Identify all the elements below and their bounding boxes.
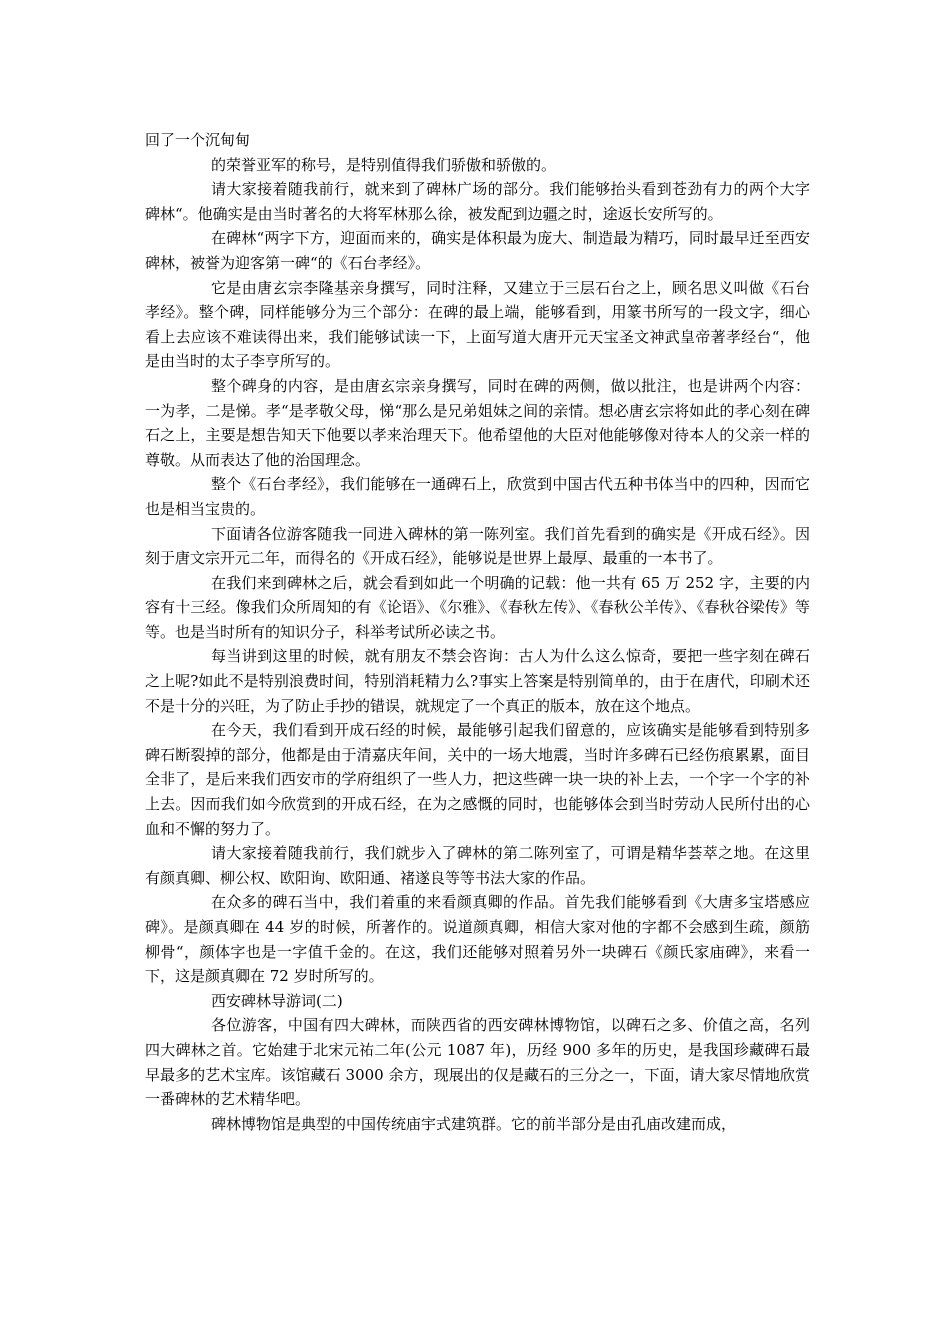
paragraph-11: 在今天，我们看到开成石经的时候，最能够引起我们留意的，应该确实是能够看到特别多碑石断裂掉的部分，他都是由于清嘉庆年间，关中的一场大地震，当时许多碑石已经伤痕累累，面目全非了，是后来我们西安市的学府组织了一些人力，把这些碑一块一块的补上去，一个字一个字的补上去。因而我们如今欣赏到的开成石经，在为之感慨的同时，也能够体会到当时劳动人民所付出的心血和不懈的努力了。: [145, 721, 810, 838]
paragraph-9: 在我们来到碑林之后，就会看到如此一个明确的记载：他一共有 65 万 252 字，主要的内容有十三经。像我们众所周知的有《论语》、《尔雅》、《春秋左传》、《春秋公羊传》、《春秋谷梁传》等等。也是当时所有的知识分子，科举考试所必读之书。: [145, 573, 810, 641]
document-page: [145, 128, 810, 1136]
paragraph-7: 整个《石台孝经》，我们能够在一通碑石上，欣赏到中国古代五种书体当中的四种，因而它也是相当宝贵的。: [145, 475, 810, 518]
paragraph-6: 整个碑身的内容，是由唐玄宗亲身撰写，同时在碑的两侧，做以批注，也是讲两个内容：一为孝，二是悌。孝“是孝敬父母，悌“那么是兄弟姐妹之间的亲情。想必唐玄宗将如此的孝心刻在碑石之上，主要是想告知天下他要以孝来治理天下。他希望他的大臣对他能够像对待本人的父亲一样的尊敬。从而表达了他的治国理念。: [145, 376, 810, 469]
paragraph-3: 请大家接着随我前行，就来到了碑林广场的部分。我们能够抬头看到苍劲有力的两个大字碑林“。他确实是由当时著名的大将军林那么徐，被发配到边疆之时，途返长安所写的。: [145, 180, 810, 223]
paragraph-10: 每当讲到这里的时候，就有朋友不禁会咨询：古人为什么这么惊奇，要把一些字刻在碑石之上呢?如此不是特别浪费时间，特别消耗精力么?事实上答案是特别简单的，由于在唐代，印刷术还不是十分的兴旺，为了防止手抄的错误，就规定了一个真正的版本，放在这个地点。: [145, 647, 810, 715]
paragraph-1: 回了一个沉甸甸: [145, 131, 251, 149]
paragraph-2: 的荣誉亚军的称号，是特别值得我们骄傲和骄傲的。: [211, 155, 557, 174]
paragraph-8: 下面请各位游客随我一同进入碑林的第一陈列室。我们首先看到的确实是《开成石经》。因刻于唐文宗开元二年，而得名的《开成石经》，能够说是世界上最厚、最重的一本书了。: [145, 524, 810, 568]
paragraph-13: 在众多的碑石当中，我们着重的来看颜真卿的作品。首先我们能够看到《大唐多宝塔感应碑》。是颜真卿在 44 岁的时候，所著作的。说道颜真卿，相信大家对他的字都不会感到生疏，颜筋柳骨“，颜体字也是一字值千金的。在这，我们还能够对照着另外一块碑石《颜氏家庙碑》，来看一下，这是颜真卿在 72 岁时所写的。: [145, 893, 810, 986]
paragraph-15: 各位游客，中国有四大碑林，而陕西省的西安碑林博物馆，以碑石之多、价值之高，名列四大碑林之首。它始建于北宋元祐二年(公元 1087 年)，历经 900 多年的历史，是我国珍藏碑石最早最多的艺术宝库。该馆藏石 3000 余方，现展出的仅是藏石的三分之一，下面，请大家尽情地欣赏一番碑林的艺术精华吧。: [145, 1016, 810, 1109]
paragraph-16: 碑林博物馆是典型的中国传统庙宇式建筑群。它的前半部分是由孔庙改建而成，: [211, 1114, 737, 1133]
section-heading: 西安碑林导游词(二): [211, 991, 343, 1010]
paragraph-4: 在碑林“两字下方，迎面而来的，确实是体积最为庞大、制造最为精巧，同时最早迁至西安碑林，被誉为迎客第一碑“的《石台孝经》。: [145, 229, 810, 272]
paragraph-12: 请大家接着随我前行，我们就步入了碑林的第二陈列室了，可谓是精华荟萃之地。在这里有颜真卿、柳公权、欧阳询、欧阳通、褚遂良等等书法大家的作品。: [145, 844, 810, 887]
paragraph-5: 它是由唐玄宗李隆基亲身撰写，同时注释，又建立于三层石台之上，顾名思义叫做《石台孝经》。整个碑，同样能够分为三个部分：在碑的最上端，能够看到，用篆书所写的一段文字，细心看上去应该不难读得出来，我们能够试读一下，上面写道大唐开元天宝圣文神武皇帝著孝经台“，他是由当时的太子李亨所写的。: [145, 278, 810, 371]
